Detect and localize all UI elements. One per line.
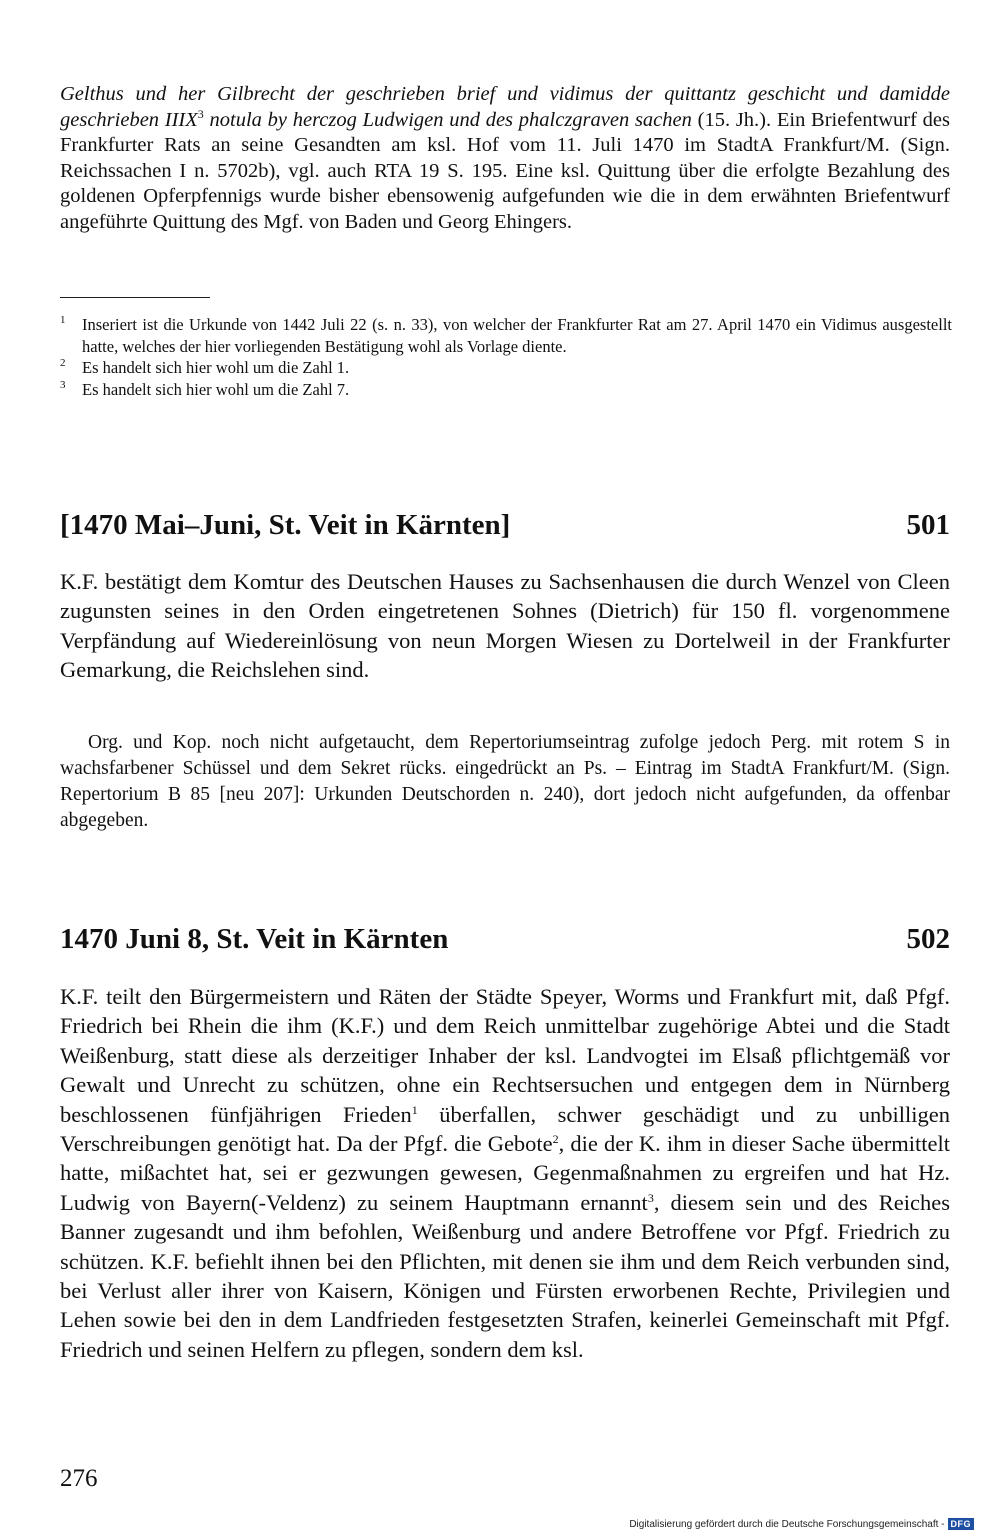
continuation-text: (15. Jh.). Ein Briefentwurf des Frankfurter Rats an seine Gesandten am ksl. Hof vom 11. Juli 1470 im StadtA Frankfurt/M. (Sign. Reichssachen I n. 5702b), vgl. auch RTA 19 S. 195. Eine ksl. Quittung über die erfolgte Bezahlung des goldenen Opferpfennigs wurde bisher ebensowenig aufgefunden wie die in dem erwähnten Briefentwurf angeführte Quittung des Mgf. von Baden und Georg Ehingers.	[60, 108, 950, 233]
entry-501-title: [1470 Mai–Juni, St. Veit in Kärnten]	[60, 509, 511, 541]
entry-501-heading	[60, 508, 950, 542]
entry-502-regest	[60, 982, 950, 1364]
footnote-ref-3: 3	[647, 1190, 654, 1205]
entry-502-heading	[60, 922, 950, 956]
entry-502-title: 1470 Juni 8, St. Veit in Kärnten	[60, 923, 449, 955]
footnote-text: Es handelt sich hier wohl um die Zahl 1.	[82, 358, 350, 377]
regest-part-c: , die der K. ihm in dieser Sache übermittelt hatte, mißachtet hat, sei er gezwungen gewesen, Gegenmaßnahmen zu ergreifen und hat Hz. Ludwig von Bayern(-Veldenz) zu seinem Hauptmann ernannt	[60, 1131, 950, 1215]
credit-text: Digitalisierung gefördert durch die Deutsche Forschungsgemeinschaft -	[629, 1519, 945, 1530]
regest-part-a: K.F. teilt den Bürgermeistern und Räten der Städte Speyer, Worms und Frankfurt mit, daß Pfgf. Friedrich bei Rhein die ihm (K.F.) und dem Reich unmittelbar zugehörige Abtei und die Stadt Weißenburg, statt diese als derzeitiger Inhaber der ksl. Landvogtei im Elsaß pflichtgemäß vor Gewalt und Unrecht zu schützen, ohne ein Rechtsersuchen und entgegen dem in Nürnberg beschlossenen fünfjährigen Frieden	[60, 984, 950, 1127]
footnote-marker: 1	[60, 314, 66, 326]
regest-part-d: , diesem sein und des Reiches Banner zugesandt und ihm befohlen, Weißenburg und andere Betroffene vor Pfgf. Friedrich zu schützen. K.F. befiehlt ihnen bei den Pflichten, mit denen sie ihm und dem Reich verbunden sind, bei Verlust aller ihrer von Kaisern, Königen und Fürsten erworbenen Rechte, Privilegien und Lehen sowie bei den in dem Landfrieden festgesetzten Strafen, keinerlei Gemeinschaft mit Pfgf. Friedrich und seinen Helfern zu pflegen, sondern dem ksl.	[60, 1189, 950, 1362]
footnote-marker: 3	[60, 378, 66, 391]
continuation-sup: 3	[197, 106, 204, 121]
footnote-2	[60, 357, 952, 379]
continuation-italic-2: notula by herczog Ludwigen und des phalczgraven sachen	[203, 108, 692, 131]
continuation-paragraph	[60, 82, 950, 235]
continuation-italic: Gelthus und her Gilbrecht der geschrieben brief und vidimus der quittantz geschicht und damidde geschrieben IIIX	[60, 83, 950, 131]
footnote-marker: 2	[60, 357, 66, 369]
footnote-text: Es handelt sich hier wohl um die Zahl 7.	[82, 379, 350, 399]
footnote-ref-1: 1	[411, 1102, 418, 1117]
regest-part-b: überfallen, schwer geschädigt und zu unbilligen Verschreibungen genötigt hat. Da der Pfgf. die Gebote	[60, 1101, 950, 1157]
footnote-ref-2: 2	[552, 1132, 559, 1147]
footnote-separator	[60, 297, 210, 298]
footnote-text: Inseriert ist die Urkunde von 1442 Juli 22 (s. n. 33), von welcher der Frankfurter Rat am 27. April 1470 ein Vidimus ausgestellt hatte, welches der hier vorliegenden Bestätigung wohl als Vorlage diente.	[82, 315, 952, 356]
entry-502-number: 502	[906, 923, 950, 955]
entry-501-regest: K.F. bestätigt dem Komtur des Deutschen Hauses zu Sachsenhausen die durch Wenzel von Cleen zugunsten seines in den Orden eingetretenen Sohnes (Dietrich) für 150 fl. vorgenommene Verpfändung auf Wiedereinlösung von neun Morgen Wiesen zu Dortelweil in der Frankfurter Gemarkung, die Reichslehen sind.	[60, 569, 950, 683]
dfg-logo: DFG	[948, 1518, 975, 1530]
footnotes	[60, 314, 952, 400]
entry-501-note: Org. und Kop. noch nicht aufgetaucht, dem Repertoriumseintrag zufolge jedoch Perg. mit rotem S in wachsfarbener Schüssel und dem Sekret rücks. eingedrückt an Ps. – Eintrag im StadtA Frankfurt/M. (Sign. Repertorium B 85 [neu 207]: Urkunden Deutschorden n. 240), dort jedoch nicht aufgefunden, da offenbar abgegeben.	[60, 732, 950, 831]
footnote-1	[60, 314, 952, 357]
page-number: 276	[60, 1465, 98, 1492]
footnote-3	[60, 379, 952, 401]
entry-501-number: 501	[906, 509, 950, 541]
digitization-credit	[629, 1518, 974, 1531]
